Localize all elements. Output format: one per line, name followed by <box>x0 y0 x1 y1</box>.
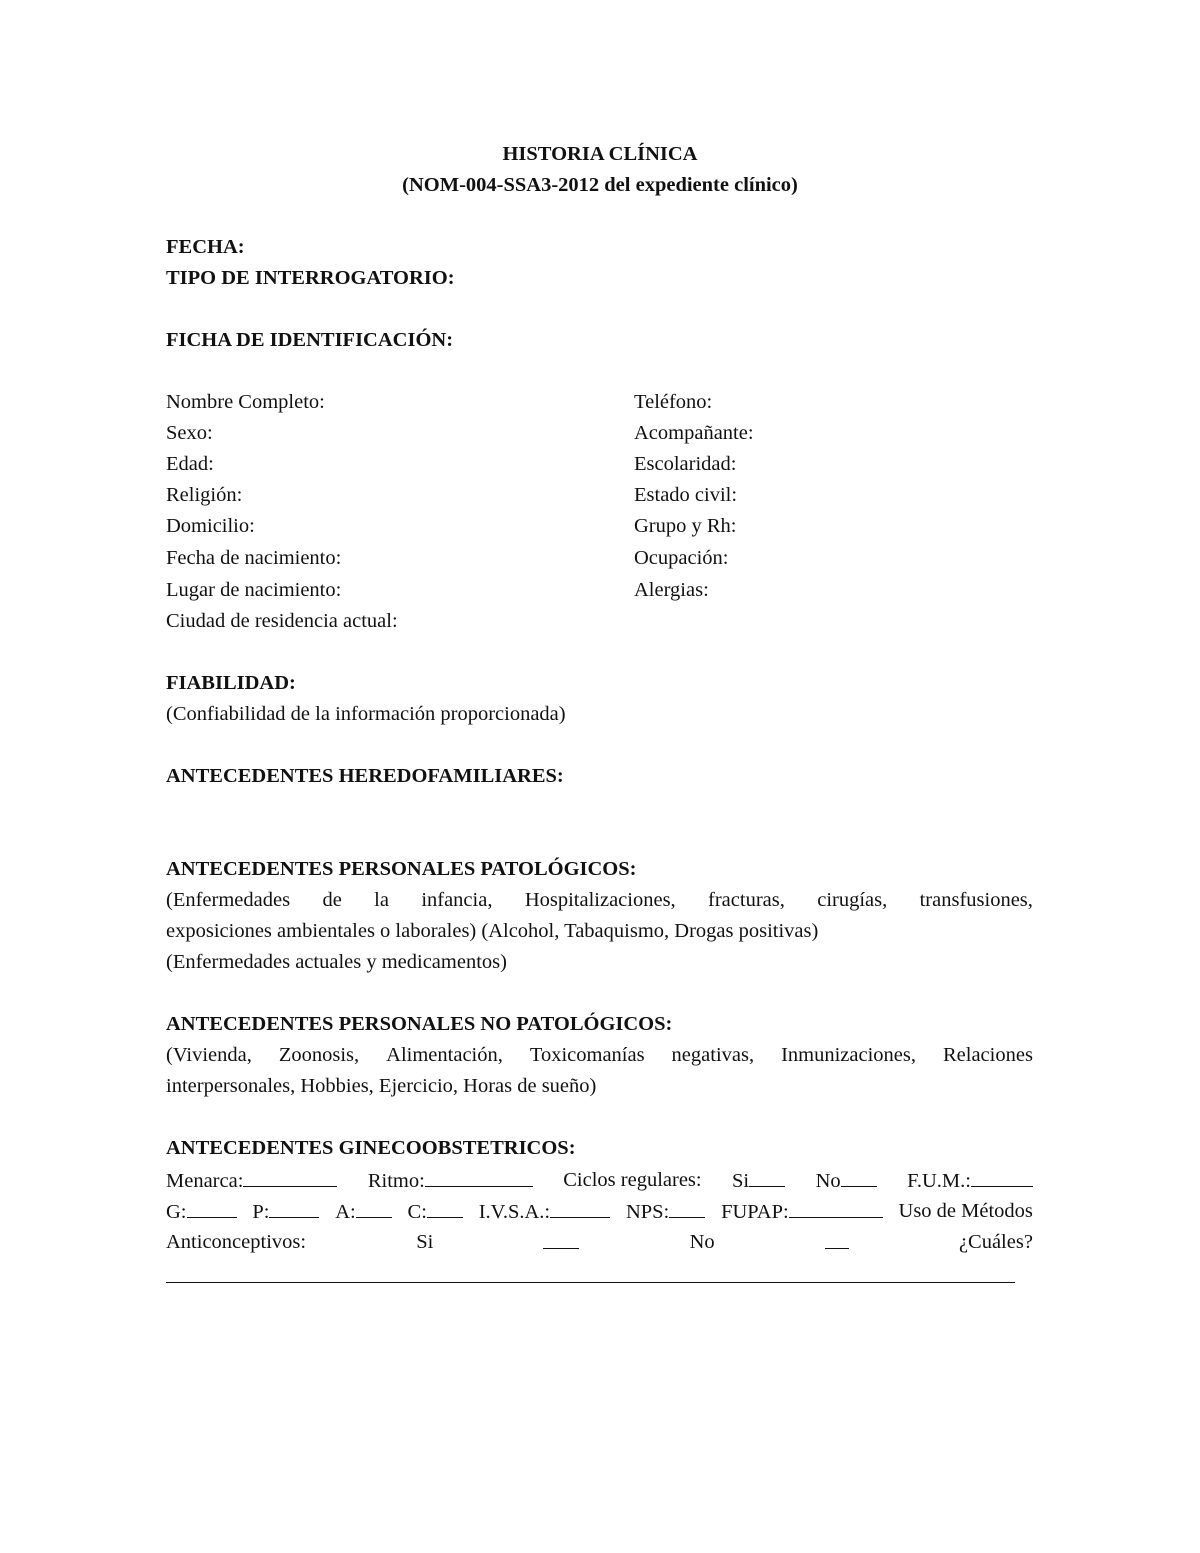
word: fracturas, <box>708 889 785 911</box>
anticonceptivos-no-label: No <box>689 1231 715 1253</box>
field-estado-civil: Estado civil: <box>634 484 738 506</box>
fupap-label: FUPAP: <box>721 1201 789 1223</box>
field-edad: Edad: <box>166 453 214 475</box>
word: (Enfermedades <box>166 889 291 911</box>
field-fecha-nacimiento: Fecha de nacimiento: <box>166 547 342 569</box>
word: infancia, <box>421 889 493 911</box>
word: negativas, <box>671 1044 755 1066</box>
patologicos-heading: ANTECEDENTES PERSONALES PATOLÓGICOS: <box>166 858 637 880</box>
p-field <box>252 1199 319 1224</box>
ritmo-blank[interactable] <box>425 1168 533 1187</box>
ciclos-si-label: Si <box>732 1170 750 1192</box>
cuales-label: ¿Cuáles? <box>958 1231 1033 1253</box>
word: Zoonosis, <box>278 1044 360 1066</box>
field-alergias: Alergias: <box>634 579 709 601</box>
g-field <box>166 1199 237 1224</box>
ciclos-no-blank[interactable] <box>841 1168 877 1187</box>
p-label: P: <box>252 1201 270 1223</box>
uso-metodos-label: Uso de Métodos <box>898 1200 1033 1222</box>
field-ocupacion: Ocupación: <box>634 547 729 569</box>
document-subtitle: (NOM-004-SSA3-2012 del expediente clínico) <box>402 174 798 196</box>
ciclos-label: Ciclos regulares: <box>563 1169 702 1191</box>
word: de <box>322 889 342 911</box>
gineco-line-3 <box>166 1230 1033 1254</box>
fum-field <box>907 1168 1033 1193</box>
field-escolaridad: Escolaridad: <box>634 453 737 475</box>
ficha-heading: FICHA DE IDENTIFICACIÓN: <box>166 329 454 351</box>
anticonceptivos-no-blank[interactable] <box>825 1230 849 1249</box>
no-patologicos-line-1 <box>166 1043 1033 1067</box>
a-blank[interactable] <box>356 1199 392 1218</box>
a-label: A: <box>335 1201 356 1223</box>
word: Toxicomanías <box>529 1044 645 1066</box>
field-sexo: Sexo: <box>166 422 213 444</box>
anticonceptivos-label: Anticonceptivos: <box>166 1231 307 1253</box>
fupap-field <box>721 1199 883 1224</box>
fupap-blank[interactable] <box>789 1199 883 1218</box>
g-label: G: <box>166 1201 187 1223</box>
word: transfusiones, <box>919 889 1033 911</box>
cuales-answer-line[interactable] <box>166 1282 1015 1283</box>
gineco-line-2 <box>166 1199 1033 1224</box>
word: Relaciones <box>942 1044 1033 1066</box>
g-blank[interactable] <box>187 1199 237 1218</box>
c-field <box>408 1199 463 1224</box>
word: (Vivienda, <box>166 1044 252 1066</box>
document-title: HISTORIA CLÍNICA <box>502 143 698 165</box>
fiabilidad-note: (Confiabilidad de la información proporcionada) <box>166 703 566 725</box>
fum-blank[interactable] <box>971 1168 1033 1187</box>
menarca-field <box>166 1168 337 1193</box>
word: Alimentación, <box>386 1044 503 1066</box>
a-field <box>335 1199 392 1224</box>
word: Inmunizaciones, <box>781 1044 916 1066</box>
field-religion: Religión: <box>166 484 243 506</box>
nps-label: NPS: <box>625 1201 670 1223</box>
fecha-label: FECHA: <box>166 236 245 258</box>
patologicos-line-3: (Enfermedades actuales y medicamentos) <box>166 951 507 973</box>
ritmo-field <box>368 1168 533 1193</box>
no-patologicos-line-2: interpersonales, Hobbies, Ejercicio, Horas de sueño) <box>166 1075 597 1097</box>
tipo-interrogatorio-label: TIPO DE INTERROGATORIO: <box>166 267 455 289</box>
ivsa-blank[interactable] <box>550 1199 610 1218</box>
nps-blank[interactable] <box>669 1199 705 1218</box>
patologicos-line-1 <box>166 888 1033 912</box>
gineco-line-1 <box>166 1168 1033 1193</box>
ivsa-field <box>479 1199 610 1224</box>
ciclos-no-label: No <box>815 1170 841 1192</box>
nps-field <box>626 1199 705 1224</box>
ciclos-si-blank[interactable] <box>749 1168 785 1187</box>
c-blank[interactable] <box>427 1199 463 1218</box>
menarca-label: Menarca: <box>166 1170 244 1192</box>
gineco-heading: ANTECEDENTES GINECOOBSTETRICOS: <box>166 1137 576 1159</box>
no-patologicos-heading: ANTECEDENTES PERSONALES NO PATOLÓGICOS: <box>166 1013 673 1035</box>
ritmo-label: Ritmo: <box>367 1170 425 1192</box>
fum-label: F.U.M.: <box>907 1170 971 1192</box>
fiabilidad-heading: FIABILIDAD: <box>166 672 296 694</box>
word: Hospitalizaciones, <box>524 889 676 911</box>
field-acompanante: Acompañante: <box>634 422 754 444</box>
field-ciudad-residencia: Ciudad de residencia actual: <box>166 610 398 632</box>
heredofamiliares-heading: ANTECEDENTES HEREDOFAMILIARES: <box>166 765 564 787</box>
menarca-blank[interactable] <box>243 1168 337 1187</box>
ciclos-no-field <box>816 1168 877 1193</box>
patologicos-line-2: exposiciones ambientales o laborales) (Alcohol, Tabaquismo, Drogas positivas) <box>166 920 819 942</box>
ciclos-si-field <box>732 1168 785 1193</box>
anticonceptivos-si-label: Si <box>416 1231 434 1253</box>
field-lugar-nacimiento: Lugar de nacimiento: <box>166 579 342 601</box>
field-domicilio: Domicilio: <box>166 515 255 537</box>
c-label: C: <box>407 1201 427 1223</box>
anticonceptivos-si-blank[interactable] <box>543 1230 579 1249</box>
ivsa-label: I.V.S.A.: <box>478 1201 551 1223</box>
p-blank[interactable] <box>269 1199 319 1218</box>
field-nombre: Nombre Completo: <box>166 391 325 413</box>
field-telefono: Teléfono: <box>634 391 713 413</box>
field-grupo-rh: Grupo y Rh: <box>634 515 737 537</box>
word: cirugías, <box>817 889 888 911</box>
word: la <box>374 889 389 911</box>
